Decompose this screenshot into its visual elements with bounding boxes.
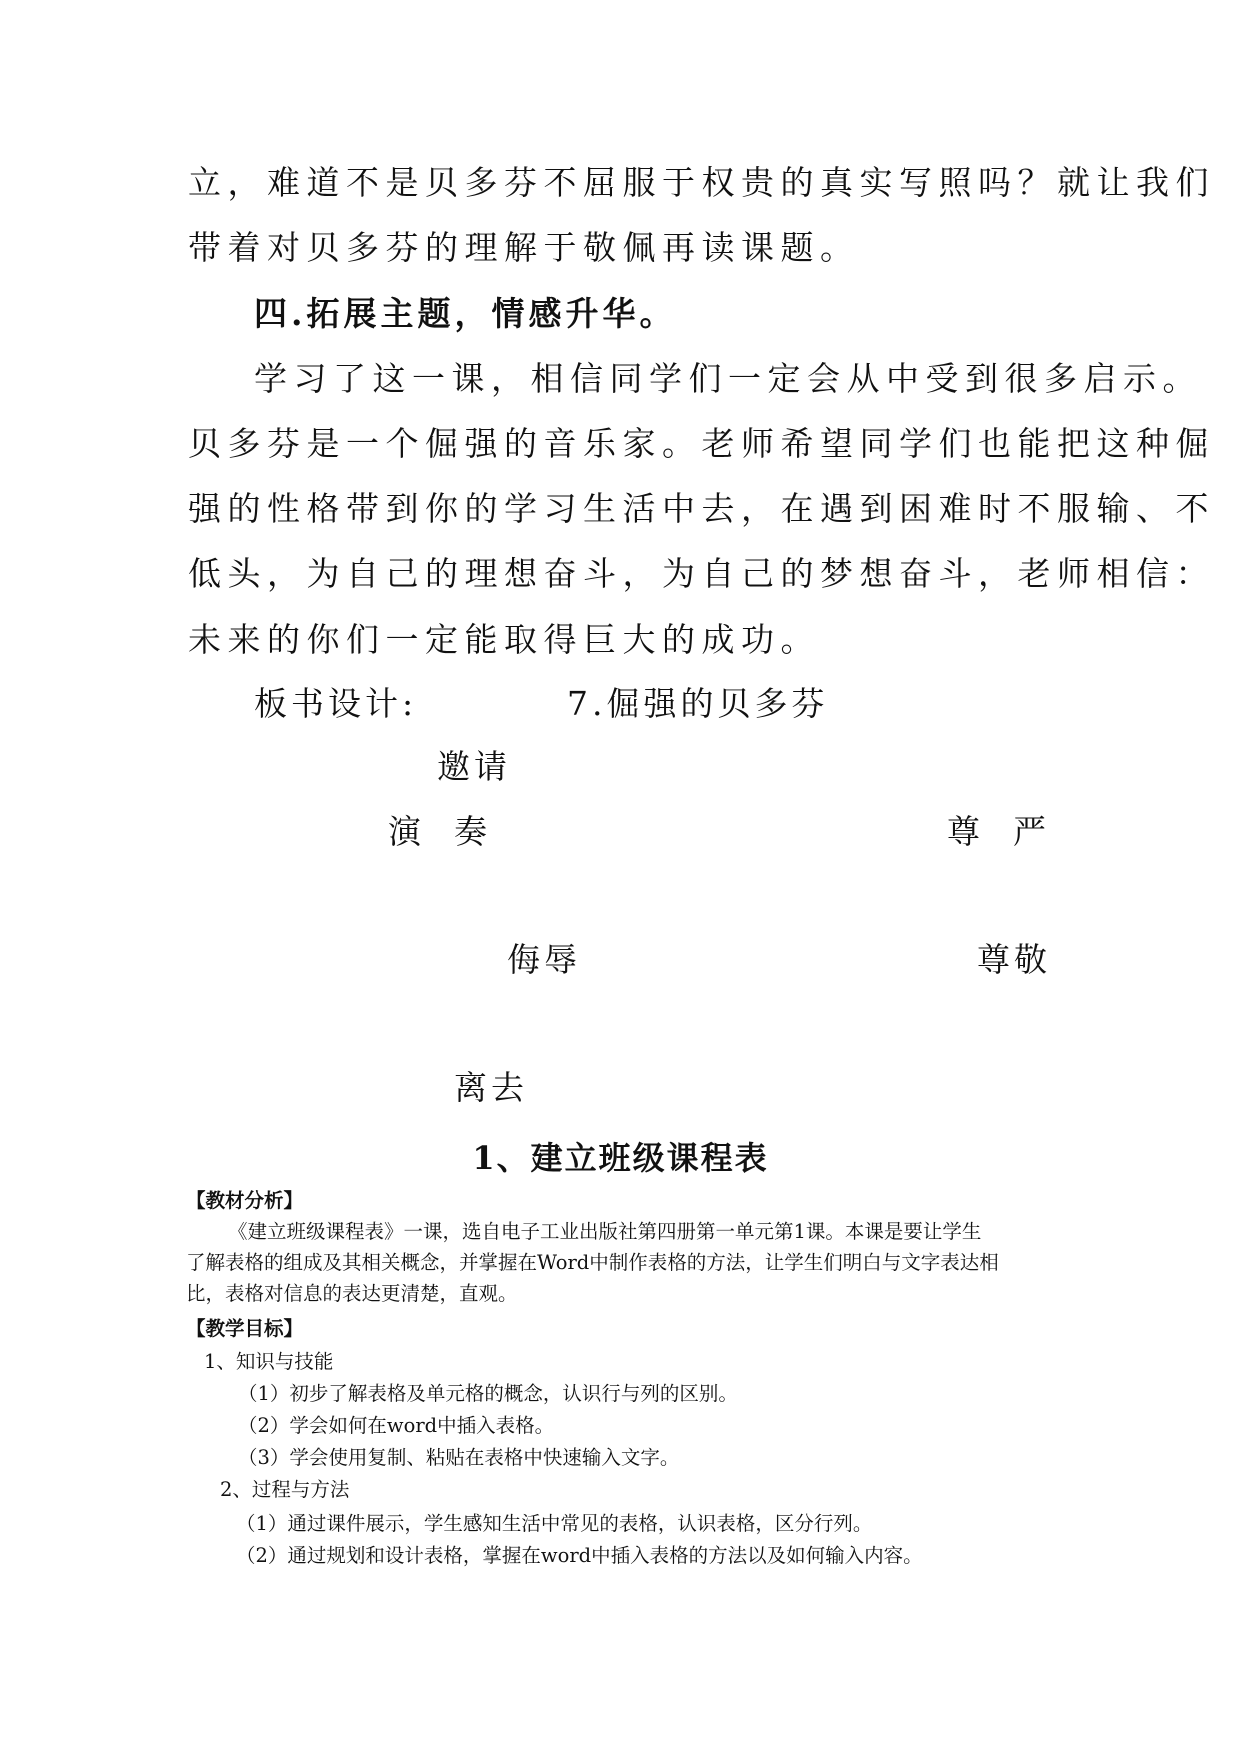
paragraph-line: 学习了这一课，相信同学们一定会从中受到很多启示。 <box>254 359 1202 398</box>
goals-heading: 【教学目标】 <box>186 1317 304 1340</box>
analysis-line: 《建立班级课程表》一课，选自电子工业出版社第四册第一单元第1课。本课是要让学生 <box>228 1220 982 1243</box>
goal-item: （1）初步了解表格及单元格的概念，认识行与列的区别。 <box>238 1382 738 1405</box>
analysis-line: 了解表格的组成及其相关概念，并掌握在Word中制作表格的方法，让学生们明白与文字表达相 <box>186 1251 999 1274</box>
paragraph-line: 低头，为自己的理想奋斗，为自己的梦想奋斗，老师相信： <box>188 554 1215 593</box>
paragraph-line: 带着对贝多芬的理解于敬佩再读课题。 <box>188 228 860 267</box>
board-word-invite: 邀请 <box>437 747 511 786</box>
paragraph-line: 贝多芬是一个倔强的音乐家。老师希望同学们也能把这种倔 <box>188 424 1215 463</box>
paragraph-line: 强的性格带到你的学习生活中去，在遇到困难时不服输、不 <box>188 489 1215 528</box>
goal-item: （3）学会使用复制、粘贴在表格中快速输入文字。 <box>238 1446 680 1469</box>
goal-title: 2、过程与方法 <box>220 1478 350 1501</box>
lesson-title: 1、建立班级课程表 <box>472 1139 769 1177</box>
paragraph-line: 立，难道不是贝多芬不屈服于权贵的真实写照吗？就让我们 <box>188 163 1215 202</box>
goal-item: （2）通过规划和设计表格，掌握在word中插入表格的方法以及如何输入内容。 <box>236 1544 923 1567</box>
board-label: 板书设计: <box>254 684 418 723</box>
analysis-heading: 【教材分析】 <box>186 1189 304 1212</box>
board-word-insult: 侮辱 <box>507 940 581 979</box>
goal-item: （2）学会如何在word中插入表格。 <box>238 1414 555 1437</box>
paragraph-line: 未来的你们一定能取得巨大的成功。 <box>188 620 820 659</box>
goal-item: （1）通过课件展示，学生感知生活中常见的表格，认识表格，区分行列。 <box>236 1512 873 1535</box>
analysis-line: 比，表格对信息的表达更清楚，直观。 <box>186 1282 518 1305</box>
section-heading: 四.拓展主题，情感升华。 <box>254 294 677 333</box>
board-word-respect: 尊敬 <box>977 940 1051 979</box>
board-word-perform: 演 奏 <box>388 812 491 851</box>
goal-title: 1、知识与技能 <box>204 1350 334 1373</box>
board-word-leave: 离去 <box>454 1068 528 1107</box>
board-word-dignity: 尊 严 <box>947 812 1050 851</box>
board-title: 7.倔强的贝多芬 <box>567 684 829 723</box>
